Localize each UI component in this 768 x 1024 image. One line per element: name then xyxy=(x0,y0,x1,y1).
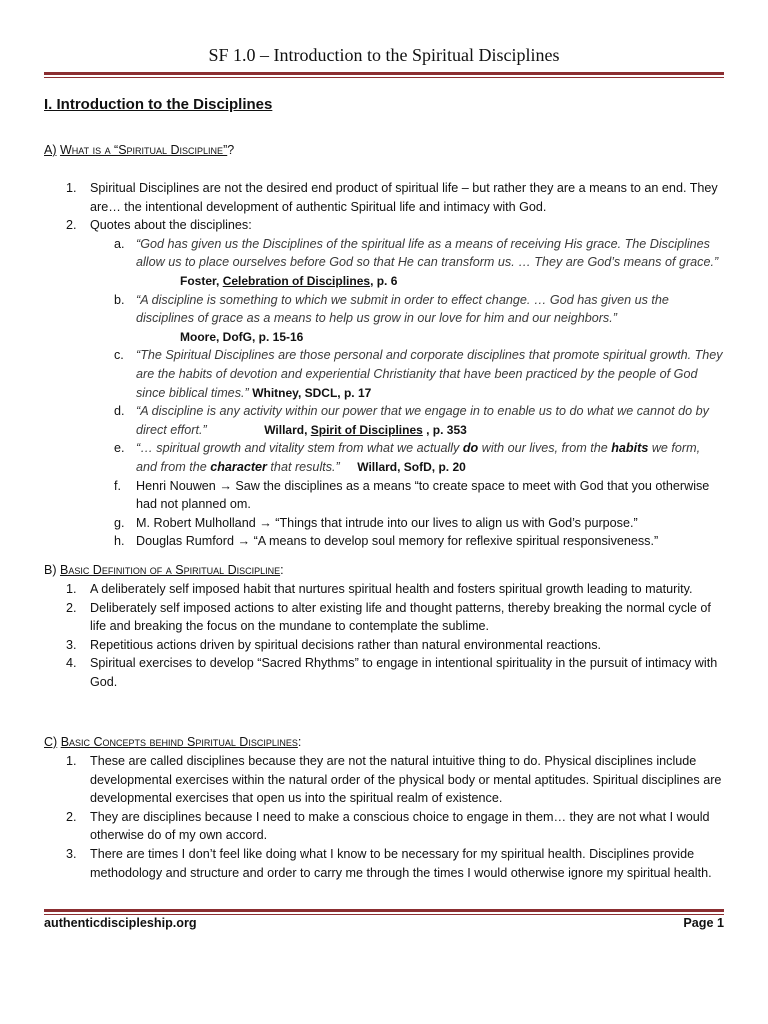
list-item: 2. They are disciplines because I need to make a conscious choice to engage in them… they are not what I would otherwise do of my own accord. xyxy=(66,809,710,843)
arrow-right-icon: → xyxy=(219,478,232,493)
quote-e: e. “… spiritual growth and vitality stem from what we actually do with our lives, from the habits we form, and from the character that results.” Willard, SofD, p. 20 xyxy=(114,441,701,474)
list-item: 2. Deliberately self imposed actions to alter existing life and thought patterns, thereby breaking the normal cycle of life and breaking the focus on the mundane to contemplate the sublime. xyxy=(66,600,711,634)
quote-c: c. “The Spiritual Disciplines are those personal and corporate disciplines that promote spiritual growth. They are the habits of devotion and experiential Christianity that have been practiced by the people of God since biblical times.” Whitney, SDCL, p. 17 xyxy=(114,348,723,400)
list-item: 3. Repetitious actions driven by spiritual decisions rather than natural environmental reactions. xyxy=(66,637,602,652)
section-c-label: C) xyxy=(44,735,58,749)
section-title: I. Introduction to the Disciplines xyxy=(44,96,273,113)
arrow-right-icon: → xyxy=(237,534,251,549)
header-rule-thick xyxy=(44,72,724,75)
list-item: 3. There are times I don’t feel like doing what I know to be necessary for my spiritual health. Disciplines provide methodology and structure and order to carry me through the times I would otherwise ignore my spiritual health. xyxy=(66,846,712,880)
section-b-heading: B) Basic Definition of a Spiritual Discipline: xyxy=(44,563,284,577)
section-c-list xyxy=(44,752,724,882)
section-b-label: B) xyxy=(44,563,57,577)
section-a-label: A) xyxy=(44,143,57,157)
section-a-heading-text: What is a “Spiritual Discipline” xyxy=(59,143,228,157)
quote-f: f. Henri Nouwen → Saw the disciplines as a means “to create space to meet with God that you otherwise had not planned om. xyxy=(114,478,710,512)
section-c-heading: C) Basic Concepts behind Spiritual Disciplines: xyxy=(44,735,302,749)
section-a-list xyxy=(44,179,724,551)
section-c-heading-text: Basic Concepts behind Spiritual Disciplines xyxy=(60,735,298,749)
quote-h: h. Douglas Rumford → “A means to develop soul memory for reflexive spiritual responsiveness.” xyxy=(114,534,659,549)
quote-attribution: Moore, DofG, p. 15-16 xyxy=(180,329,304,344)
list-item: 1. These are called disciplines because they are not the natural intuitive thing to do. Physical disciplines include developmental exercises within the natural order of the physical body or mental aptitudes. Spiritual disciplines are developmental exercises that open us into the spiritual realm of existence. xyxy=(66,754,722,806)
footer-rule-thick xyxy=(44,909,724,912)
list-item: 2. Quotes about the disciplines: xyxy=(66,218,252,233)
header-rule-thin xyxy=(44,77,724,78)
quote-a: a. “God has given us the Disciplines of the spiritual life as a means of receiving His grace. The Disciplines allow us to place ourselves before God so that He can transform us. … They are God’s means of grace.” Foster, Celebration of Disciplines, p. 6 xyxy=(114,236,719,288)
quote-attribution: Whitney, SDCL, p. 17 xyxy=(252,385,372,400)
quote-b: b. “A discipline is something to which we submit in order to effect change. … God has given us the disciplines of grace as a means to help us grow in our love for him and our neighbors.” Moore, DofG, p. 15-16 xyxy=(114,292,669,344)
page-title: SF 1.0 – Introduction to the Spiritual Disciplines xyxy=(208,45,560,65)
list-item: 1. Spiritual Disciplines are not the desired end product of spiritual life – but rather they are a means to an end. They are… the intentional development of authentic Spiritual life and intimacy with God. xyxy=(66,181,718,214)
arrow-right-icon: → xyxy=(259,515,272,530)
quote-attribution: Foster, Celebration of Disciplines, p. 6 xyxy=(180,273,398,288)
section-a-heading: A) What is a “Spiritual Discipline”? xyxy=(44,143,235,157)
footer-site: authenticdiscipleship.org xyxy=(44,916,197,930)
quote-g: g. M. Robert Mulholland → “Things that intrude into our lives to align us with God’s purpose.” xyxy=(114,515,638,530)
section-b-list xyxy=(44,580,724,692)
list-item: 1. A deliberately self imposed habit that nurtures spiritual health and fosters spiritual growth leading to maturity. xyxy=(66,582,693,596)
quote-attribution: Willard, Spirit of Disciplines , p. 353 xyxy=(264,422,467,437)
page-number: Page 1 xyxy=(683,916,724,930)
quote-attribution: Willard, SofD, p. 20 xyxy=(357,459,466,474)
section-b-heading-text: Basic Definition of a Spiritual Discipline xyxy=(59,563,281,577)
list-item: 4. Spiritual exercises to develop “Sacred Rhythms” to engage in intentional spirituality in the pursuit of intimacy with God. xyxy=(66,656,718,689)
quote-d: d. “A discipline is any activity within our power that we engage in to enable us to do what we cannot do by direct effort.” Willard, Spirit of Disciplines , p. 353 xyxy=(114,404,709,437)
